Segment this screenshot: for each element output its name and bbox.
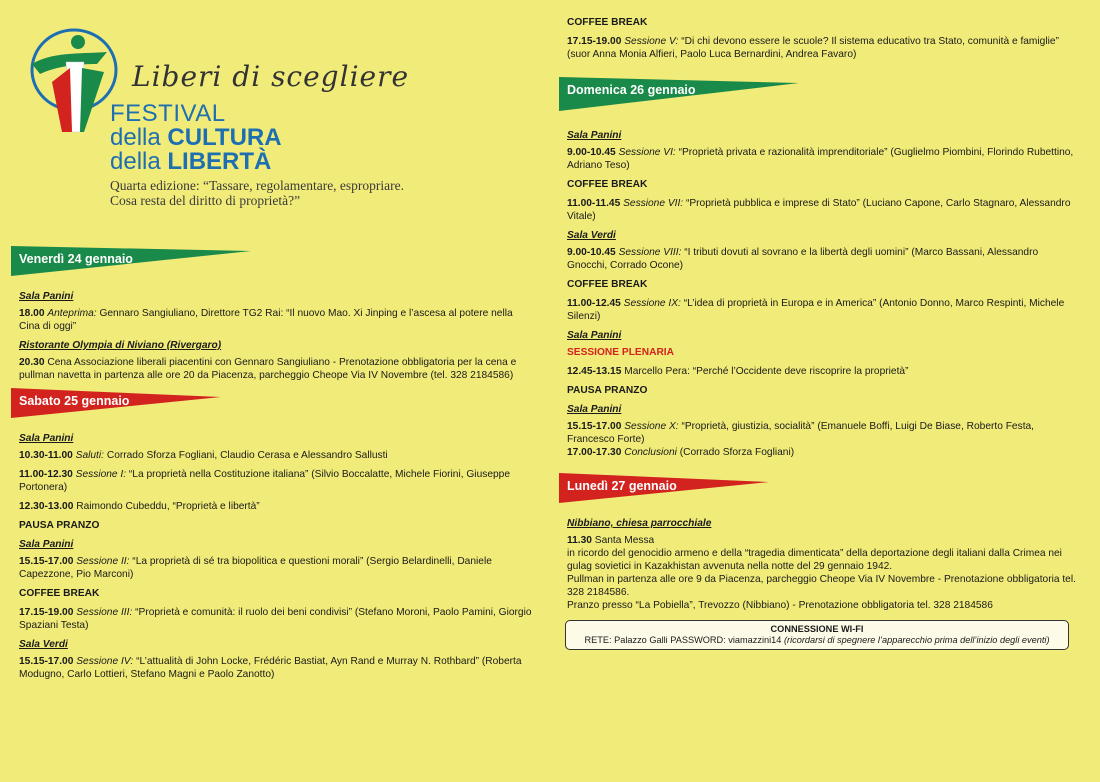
- event-detail: in ricordo del genocidio armeno e della “tragedia dimenticata” della deportazione degli italiani dalla Crimea nei gulag sovietici in Kazakhistan avvenuta nella notte del 29 gennaio 1942.: [567, 548, 1062, 572]
- venue: Nibbiano, chiesa parrocchiale: [567, 518, 712, 529]
- venue: Sala Panini: [567, 130, 622, 141]
- event: 11.00-11.45 Sessione VII: “Proprietà pubblica e imprese di Stato” (Luciano Capone, Carlo Stagnaro, Alessandro Vitale): [567, 198, 1071, 222]
- edition-text: Quarta edizione: “Tassare, regolamentare, espropriare. Cosa resta del diritto di proprietà?”: [110, 178, 405, 208]
- venue: Sala Verdi: [19, 639, 68, 650]
- event: 11.30 Santa Messa: [567, 535, 655, 546]
- venue: Ristorante Olympia di Niviano (Rivergaro): [19, 340, 222, 351]
- festival-title: FESTIVAL: [110, 100, 226, 127]
- event: 15.15-17.00 Sessione II: “La proprietà di sé tra biopolitica e questioni morali” (Sergio Belardinelli, Daniele Capezzone, Pio Marconi): [19, 556, 492, 580]
- event: 9.00-10.45 Sessione VI: “Proprietà privata e razionalità imprenditoriale” (Guglielmo Piombini, Florindo Rubettino, Adriano Teso): [567, 147, 1074, 171]
- coffee-break: COFFEE BREAK: [567, 179, 648, 190]
- event-detail: Pullman in partenza alle ore 9 da Piacenza, parcheggio Cheope Via IV Novembre - Prenotazione obbligatoria tel. 328 2184586.: [567, 574, 1076, 598]
- event: 12.30-13.00 Raimondo Cubeddu, “Proprietà e libertà”: [19, 501, 260, 512]
- event: 11.00-12.45 Sessione IX: “L’idea di proprietà in Europa e in America” (Antonio Donno, Marco Respinti, Michele Silenzi): [567, 298, 1065, 322]
- day-banner-saturday: [11, 388, 534, 418]
- event: 10.30-11.00 Saluti: Corrado Sforza Fogliani, Claudio Cerasa e Alessandro Sallusti: [19, 450, 388, 461]
- venue: Sala Panini: [567, 404, 622, 415]
- coffee-break: COFFEE BREAK: [567, 17, 648, 28]
- event-detail: Pranzo presso “La Pobiella”, Trevozzo (Nibbiano) - Prenotazione obbligatoria tel. 328 2184586: [567, 600, 993, 611]
- wifi-title: CONNESSIONE WI-FI: [770, 624, 864, 634]
- event: 20.30 Cena Associazione liberali piacentini con Gennaro Sangiuliano - Prenotazione obbligatoria per la cena e pullman navetta in partenza alle ore 20 da Piacenza, parcheggio Cheope Via IV Novembre (tel. 328 2184586): [19, 357, 517, 381]
- event: 17.15-19.00 Sessione III: “Proprietà e comunità: il ruolo dei beni condivisi” (Stefano Moroni, Paolo Pamini, Giorgio Spaziani Testa): [19, 607, 532, 631]
- day-title: Lunedì 27 gennaio: [567, 479, 677, 493]
- day-banner-friday: [11, 246, 534, 276]
- venue: Sala Verdi: [567, 230, 616, 241]
- coffee-break: COFFEE BREAK: [567, 279, 648, 290]
- event: 15.15-17.00 Sessione IV: “L’attualità di John Locke, Frédéric Bastiat, Ayn Rand e Murray N. Rothbard” (Roberta Modugno, Carlo Lottieri, Stefano Magni e Paolo Zanotto): [19, 656, 522, 680]
- wifi-details: RETE: Palazzo Galli PASSWORD: viamazzini14 (ricordarsi di spegnere l’apparecchio prima dell’inizio degli eventi): [584, 635, 1050, 645]
- plenary-session: SESSIONE PLENARIA: [567, 347, 674, 358]
- wifi-box: [565, 620, 1069, 650]
- event: 18.00 Anteprima: Gennaro Sangiuliano, Direttore TG2 Rai: “Il nuovo Mao. Xi Jinping e l’ascesa al potere nella Cina di oggi”: [19, 308, 513, 332]
- right-column: [567, 16, 1077, 650]
- day-title: Domenica 26 gennaio: [567, 83, 696, 97]
- festival-subtitle-1: della CULTURA: [110, 124, 282, 151]
- lunch-break: PAUSA PRANZO: [567, 385, 648, 396]
- event: 15.15-17.00 Sessione X: “Proprietà, giustizia, socialità” (Emanuele Boffi, Luigi De Biase, Roberto Festa, Francesco Forte): [567, 421, 1035, 445]
- event: 11.00-12.30 Sessione I: “La proprietà nella Costituzione italiana” (Silvio Boccalatte, Michele Fiorini, Giuseppe Portonera): [19, 469, 510, 493]
- venue: Sala Panini: [567, 330, 622, 341]
- venue: Sala Panini: [19, 433, 74, 444]
- script-title: Liberi di scegliere: [132, 60, 410, 93]
- event: 17.00-17.30 Conclusioni (Corrado Sforza Fogliani): [567, 447, 795, 458]
- festival-logo-icon: [22, 22, 122, 152]
- left-column: [19, 240, 534, 687]
- venue: Sala Panini: [19, 291, 74, 302]
- day-banner-sunday: [559, 77, 1077, 107]
- day-title: Sabato 25 gennaio: [19, 394, 130, 408]
- coffee-break: COFFEE BREAK: [19, 588, 100, 599]
- lunch-break: PAUSA PRANZO: [19, 520, 100, 531]
- event: 9.00-10.45 Sessione VIII: “I tributi dovuti al sovrano e la libertà degli uomini” (Marco Bassani, Alessandro Gnocchi, Corrado Ocone): [567, 247, 1039, 271]
- event: 17.15-19.00 Sessione V: “Di chi devono essere le scuole? Il sistema educativo tra Stato, comunità e famiglie” (suor Anna Monia Alfieri, Paolo Luca Bernardini, Andrea Favaro): [567, 36, 1059, 60]
- venue: Sala Panini: [19, 539, 74, 550]
- day-title: Venerdì 24 gennaio: [19, 252, 133, 266]
- festival-logo: [22, 22, 410, 212]
- day-banner-monday: [559, 473, 1077, 503]
- event: 12.45-13.15 Marcello Pera: “Perché l’Occidente deve riscoprire la proprietà”: [567, 366, 909, 377]
- festival-subtitle-2: della LIBERTÀ: [110, 148, 272, 175]
